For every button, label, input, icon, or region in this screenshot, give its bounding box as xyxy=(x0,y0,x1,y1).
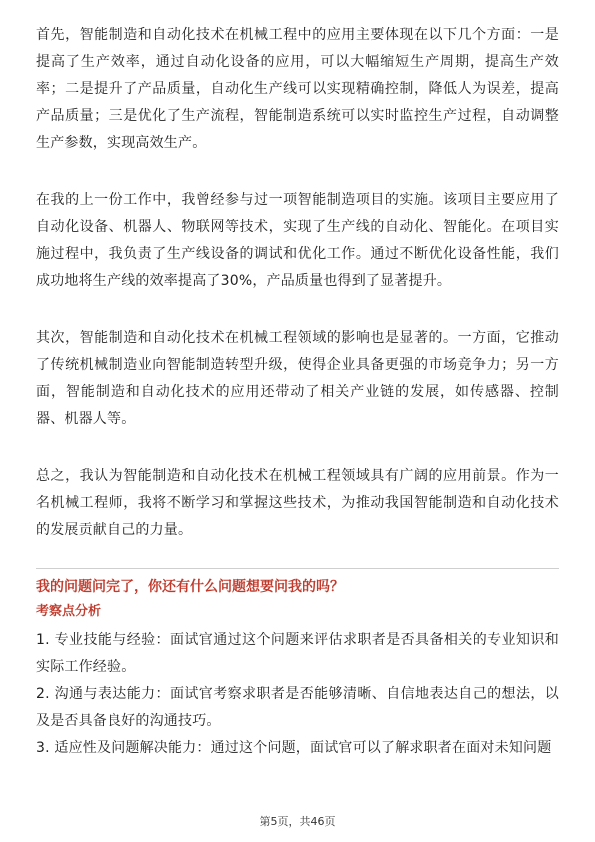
analysis-item-3: 3. 适应性及问题解决能力：通过这个问题，面试官可以了解求职者在面对未知问题 xyxy=(36,740,552,756)
section-divider xyxy=(36,568,559,569)
page-footer: 第5页，共46页 xyxy=(259,815,336,828)
question-heading: 我的问题问完了，你还有什么问题想要问我的吗？ xyxy=(36,579,344,595)
analysis-item-1: 1. 专业技能与经验：面试官通过这个问题来评估求职者是否具备相关的专业知识和实际工作经验。 xyxy=(36,632,559,675)
paragraph-4: 总之，我认为智能制造和自动化技术在机械工程领域具有广阔的应用前景。作为一名机械工程师，我将不断学习和掌握这些技术，为推动我国智能制造和自动化技术的发展贡献自己的力量。 xyxy=(36,468,559,538)
paragraph-1: 首先，智能制造和自动化技术在机械工程中的应用主要体现在以下几个方面：一是提高了生产效率，通过自动化设备的应用，可以大幅缩短生产周期，提高生产效率；二是提升了产品质量，自动化生产线可以实现精确控制，降低人为误差，提高产品质量；三是优化了生产流程，智能制造系统可以实时监控生产过程，自动调整生产参数，实现高效生产。 xyxy=(36,27,559,151)
analysis-list xyxy=(36,627,559,762)
analysis-title: 考察点分析 xyxy=(36,604,102,619)
paragraph-2: 在我的上一份工作中，我曾经参与过一项智能制造项目的实施。该项目主要应用了自动化设备、机器人、物联网等技术，实现了生产线的自动化、智能化。在项目实施过程中，我负责了生产线设备的调试和优化工作。通过不断优化设备性能，我们成功地将生产线的效率提高了30%，产品质量也得到了显著提升。 xyxy=(36,192,559,289)
analysis-item-2: 2. 沟通与表达能力：面试官考察求职者是否能够清晰、自信地表达自己的想法，以及是否具备良好的沟通技巧。 xyxy=(36,686,559,729)
page-content xyxy=(36,22,559,762)
paragraph-3: 其次，智能制造和自动化技术在机械工程领域的影响也是显著的。一方面，它推动了传统机械制造业向智能制造转型升级，使得企业具备更强的市场竞争力；另一方面，智能制造和自动化技术的应用还带动了相关产业链的发展，如传感器、控制器、机器人等。 xyxy=(36,330,559,427)
